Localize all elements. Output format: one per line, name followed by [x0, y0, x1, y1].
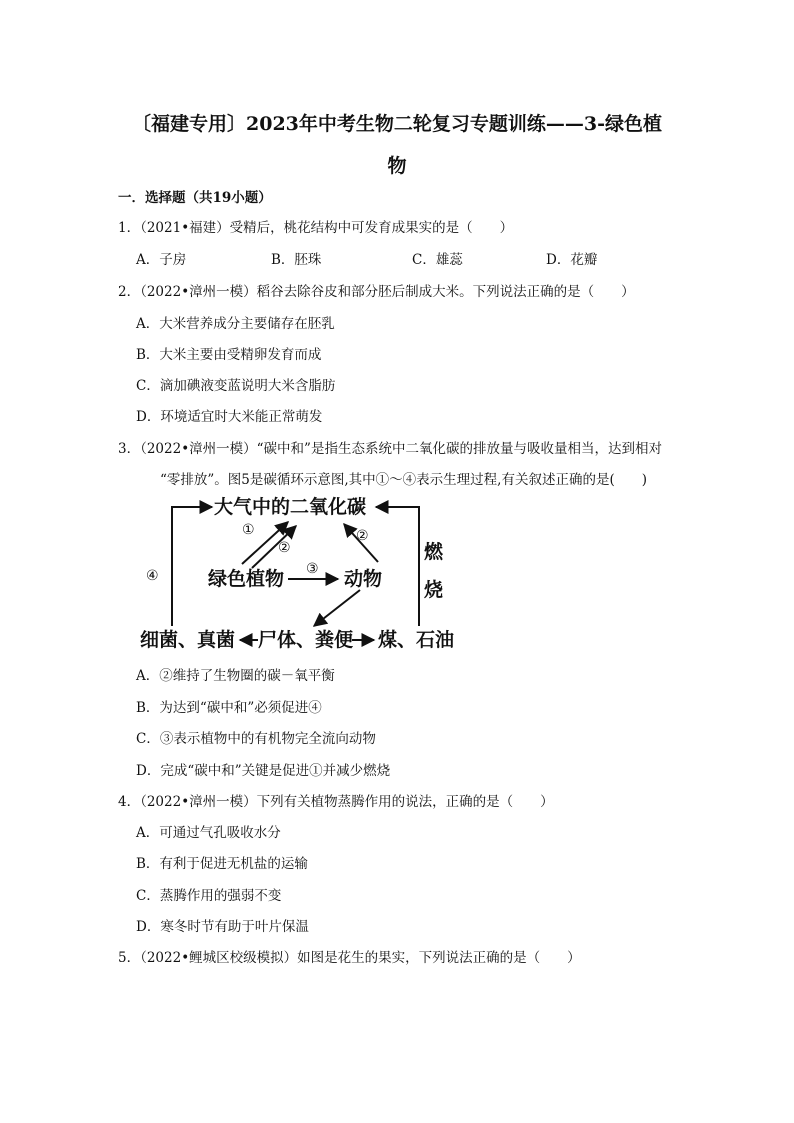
q4-option-c[interactable]: C．蒸腾作用的强弱不变 — [136, 888, 282, 904]
node-co2: 大气中的二氧化碳 — [214, 496, 367, 518]
node-decomposers: 细菌、真菌 — [140, 629, 236, 651]
question-1-stem: 1．（2021•福建）受精后，桃花结构中可发育成果实的是（ ） — [118, 220, 514, 236]
page-title — [40, 103, 754, 187]
q4-option-d[interactable]: D．寒冬时节有助于叶片保温 — [136, 919, 309, 935]
section-heading: 一．选择题（共19小题） — [118, 190, 272, 206]
question-3-stem-line-1: 3．（2022•漳州一模）“碳中和”是指生态系统中二氧化碳的排放量与吸收量相当，达到相对 — [118, 441, 662, 457]
question-3-stem-line-2: “零排放”。图5是碳循环示意图,其中①～④表示生理过程,有关叙述正确的是( ) — [160, 472, 648, 488]
q1-option-d[interactable]: D．花瓣 — [546, 252, 598, 268]
arrow-animals-to-remains — [314, 590, 360, 626]
carbon-cycle-diagram — [138, 488, 458, 658]
question-5-stem: 5．（2022•鲤城区校级模拟）如图是花生的果实，下列说法正确的是（ ） — [118, 950, 581, 966]
q1-option-b[interactable]: B．胚珠 — [271, 252, 322, 268]
label-process-4: ④ — [146, 568, 159, 584]
q4-option-b[interactable]: B．有利于促进无机盐的运输 — [136, 856, 308, 872]
label-burn-1: 燃 — [424, 541, 444, 563]
arrow-fuels-to-co2 — [376, 507, 419, 626]
q3-option-b[interactable]: B．为达到“碳中和”必须促进④ — [136, 700, 322, 716]
arrow-decomposers-to-co2 — [172, 507, 212, 626]
q2-option-c[interactable]: C．滴加碘液变蓝说明大米含脂肪 — [136, 378, 336, 394]
q3-option-a[interactable]: A．②维持了生物圈的碳－氧平衡 — [136, 668, 335, 684]
label-burn-2: 烧 — [424, 579, 444, 601]
node-fuels: 煤、石油 — [378, 629, 455, 651]
q2-option-b[interactable]: B．大米主要由受精卵发育而成 — [136, 347, 322, 363]
q2-option-d[interactable]: D．环境适宜时大米能正常萌发 — [136, 409, 323, 425]
label-process-1: ① — [242, 522, 255, 538]
node-animals: 动物 — [344, 568, 383, 590]
node-plants: 绿色植物 — [208, 568, 285, 590]
title-line-1: 〔福建专用〕2023年中考生物二轮复习专题训练——3-绿色植 — [132, 113, 662, 135]
q1-option-a[interactable]: A．子房 — [136, 252, 187, 268]
node-remains: 尸体、粪便 — [258, 629, 354, 651]
q3-option-c[interactable]: C．③表示植物中的有机物完全流向动物 — [136, 731, 376, 747]
q1-option-c[interactable]: C．雄蕊 — [412, 252, 463, 268]
q2-option-a[interactable]: A．大米营养成分主要储存在胚乳 — [136, 316, 335, 332]
q3-option-d[interactable]: D．完成“碳中和”关键是促进①并减少燃烧 — [136, 763, 391, 779]
question-2-stem: 2．（2022•漳州一模）稻谷去除谷皮和部分胚后制成大米。下列说法正确的是（ ） — [118, 284, 635, 300]
question-4-stem: 4．（2022•漳州一模）下列有关植物蒸腾作用的说法，正确的是（ ） — [118, 794, 554, 810]
title-line-2: 物 — [387, 155, 407, 177]
label-process-2b: ② — [356, 528, 369, 544]
q4-option-a[interactable]: A．可通过气孔吸收水分 — [136, 825, 281, 841]
label-process-3: ③ — [306, 561, 319, 577]
label-process-2a: ② — [278, 540, 291, 556]
